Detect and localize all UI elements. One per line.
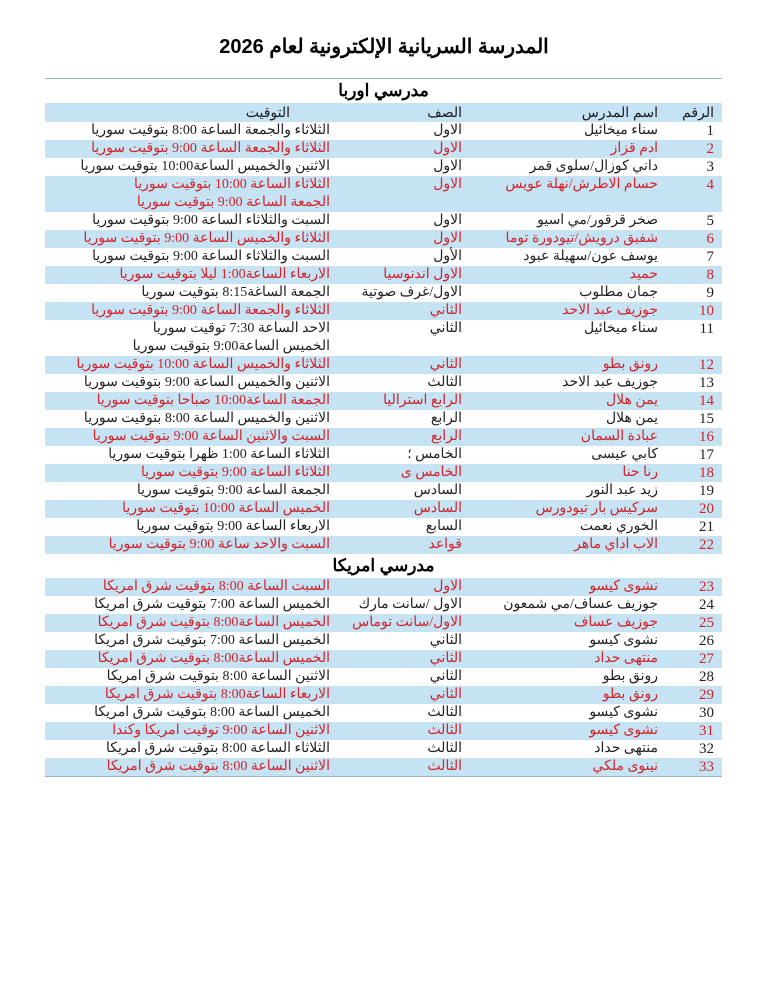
class-level: السادس	[413, 483, 462, 498]
section-america-rows	[45, 578, 722, 776]
schedule-time-line: الاربعاء الساعة 9:00 بتوقيت سوريا	[136, 519, 330, 534]
table-row	[45, 356, 722, 374]
teacher-name: شفيق درويش/تيودورة توما	[505, 231, 658, 246]
teacher-name: جوزيف عساف/مي شمعون	[503, 597, 658, 612]
class-level: الثاني	[429, 687, 462, 702]
teacher-name: نشوى كيسو	[589, 723, 658, 738]
schedule-time	[45, 668, 340, 686]
row-number: 8	[706, 267, 714, 283]
schedule-time-line: الاثنين الساعة 8:00 بتوقيت شرق امريكا	[106, 759, 330, 774]
class-level: الاول	[433, 141, 462, 156]
schedule-time	[45, 248, 340, 266]
table-row	[45, 446, 722, 464]
row-number: 23	[699, 579, 714, 595]
schedule-time-line: الجمعة الساعة10:00 صباحا بتوقيت سوريا	[96, 393, 330, 408]
table-row	[45, 266, 722, 284]
table-row	[45, 428, 722, 446]
class-level: قواعد	[428, 537, 462, 552]
schedule-time-line: الاربعاء الساعة1:00 ليلا بتوقيت سوريا	[119, 267, 330, 282]
row-number: 4	[706, 177, 714, 193]
schedule-time	[45, 614, 340, 632]
schedule-time	[45, 410, 340, 428]
schedule-time	[45, 302, 340, 320]
table-row	[45, 140, 722, 158]
schedule-time-line: الخميس الساعة 8:00 بتوقيت شرق امريكا	[94, 705, 330, 720]
teacher-name: نشوى كيسو	[589, 579, 658, 594]
class-level: الثالث	[427, 705, 462, 720]
class-level: الثالث	[427, 723, 462, 738]
row-number: 17	[699, 447, 714, 463]
table-row	[45, 578, 722, 596]
teacher-name: صخر قرقور/مي اسيو	[537, 213, 658, 228]
schedule-time-line: الثلاثاء والجمعة الساعة 9:00 بتوقيت سوريا	[91, 141, 330, 156]
table-row	[45, 158, 722, 176]
teacher-name: رونق بطو	[602, 669, 658, 684]
table-row	[45, 740, 722, 758]
table-row	[45, 320, 722, 356]
header-num: الرقم	[682, 104, 714, 120]
class-level: الاول/سانت توماس	[352, 615, 462, 630]
schedule-time	[45, 722, 340, 740]
table-row	[45, 668, 722, 686]
schedule-time	[45, 212, 340, 230]
table-row	[45, 464, 722, 482]
class-level: الثالث	[427, 759, 462, 774]
table-row	[45, 614, 722, 632]
teacher-name: جمان مطلوب	[579, 285, 658, 300]
schedule-time-line: الثلاثاء والجمعة الساعة 9:00 بتوقيت سوريا	[91, 303, 330, 318]
schedule-time-line: السبت والثلاثاء الساعة 9:00 بتوقيت سوريا	[92, 213, 330, 228]
table-row	[45, 500, 722, 518]
row-number: 28	[699, 669, 714, 685]
teacher-name: حسام الاطرش/نهلة عويس	[505, 177, 658, 192]
class-level: الاول /سانت مارك	[358, 597, 462, 612]
row-number: 13	[699, 375, 714, 391]
teacher-name: سناء ميخائيل	[583, 321, 658, 336]
table-row	[45, 758, 722, 776]
teacher-name: جوزيف عبد الاحد	[562, 303, 658, 318]
class-level: الاول	[433, 579, 462, 594]
teacher-name: سركيس بار تيودورس	[535, 501, 658, 516]
teacher-name: نشوى كيسو	[589, 705, 658, 720]
header-class: الصف	[427, 104, 462, 120]
class-level: الثاني	[429, 321, 462, 336]
class-level: الثاني	[429, 669, 462, 684]
row-number: 25	[699, 615, 714, 631]
schedule-time	[45, 158, 340, 176]
schedule-time-line: الثلاثاء الساعة 9:00 بتوقيت سوريا	[140, 465, 330, 480]
table-row	[45, 410, 722, 428]
table-row	[45, 284, 722, 302]
teacher-name: داني كوزال/سلوى قمر	[529, 159, 658, 174]
teacher-name: جوزيف عساف	[573, 615, 658, 630]
row-number: 32	[699, 741, 714, 757]
teacher-name: منتهى حداد	[594, 741, 658, 756]
schedule-time	[45, 578, 340, 596]
schedule-time-line: الثلاثاء والجمعة الساعة 8:00 بتوقيت سوريا	[91, 123, 330, 138]
table-row	[45, 632, 722, 650]
schedule-time-line: الجمعة الساغة8:15 بتوقيت سوريا	[141, 285, 330, 300]
section-europe-rows	[45, 122, 722, 554]
schedule-time	[45, 320, 340, 356]
header-time: التوقيت	[245, 104, 290, 120]
schedule-time-line: الثلاثاء الساعة 10:00 بتوقيت سوريا	[133, 177, 330, 192]
row-number: 11	[699, 321, 714, 337]
schedule-time	[45, 632, 340, 650]
class-level: الاول	[433, 159, 462, 174]
schedule-time-line: السبت والاثنين الساعة 9:00 بتوقيت سوريا	[92, 429, 330, 444]
schedule-time	[45, 446, 340, 464]
schedule-time	[45, 140, 340, 158]
row-number: 14	[699, 393, 714, 409]
schedule-time-line: الخميس الساعة 7:00 بتوقيت شرق امريكا	[94, 597, 330, 612]
class-level: الأول	[433, 249, 462, 264]
class-level: الثالث	[427, 375, 462, 390]
row-number: 16	[699, 429, 714, 445]
class-level: السادس	[413, 501, 462, 516]
schedule-time	[45, 758, 340, 776]
schedule-time-line: الخميس الساعة 7:00 بتوقيت شرق امريكا	[94, 633, 330, 648]
section-title-europe: مدرسي اوربا	[338, 81, 429, 100]
teacher-name: سناء ميخائيل	[583, 123, 658, 138]
schedule-time-line: الجمعة الساعة 9:00 بتوقيت سوريا	[136, 483, 330, 498]
teacher-name: يمن هلال	[605, 393, 658, 408]
class-level: الاول	[433, 213, 462, 228]
table-header	[45, 103, 722, 122]
row-number: 7	[706, 249, 714, 265]
teacher-name: رنا حنا	[622, 465, 658, 480]
schedule-time	[45, 740, 340, 758]
schedule-time	[45, 596, 340, 614]
table-row	[45, 176, 722, 212]
teacher-name: الخوري نعمت	[579, 519, 658, 534]
class-level: الاول	[433, 123, 462, 138]
class-level: الثاني	[429, 651, 462, 666]
schedule-time-line: الاحد الساعة 7:30 توقيت سوريا	[152, 321, 330, 336]
schedule-time	[45, 428, 340, 446]
schedule-time	[45, 500, 340, 518]
teacher-name: يوسف عون/سهيلة عبود	[523, 249, 658, 264]
class-level: الخامس ؛	[407, 447, 462, 462]
row-number: 12	[699, 357, 714, 373]
table-row	[45, 374, 722, 392]
schedule-time	[45, 704, 340, 722]
class-level: السابع	[425, 519, 462, 534]
table-row	[45, 518, 722, 536]
schedule-time	[45, 650, 340, 668]
teacher-name: جوزيف عبد الاحد	[562, 375, 658, 390]
row-number: 3	[706, 159, 714, 175]
table-row	[45, 650, 722, 668]
table-row	[45, 230, 722, 248]
section-title-america: مدرسي امريكا	[332, 556, 435, 575]
teacher-name: عبادة السمان	[580, 429, 658, 444]
class-level: الرابع	[430, 429, 462, 444]
row-number: 15	[699, 411, 714, 427]
row-number: 10	[699, 303, 714, 319]
table-row	[45, 302, 722, 320]
schedule-time-line: الخميس الساعة8:00 بتوقيت شرق امريكا	[97, 651, 330, 666]
schedule-time-line: الجمعة الساعة 9:00 بتوقيت سوريا	[136, 195, 330, 210]
row-number: 26	[699, 633, 714, 649]
table-row	[45, 536, 722, 554]
schedule-time-line: الثلاثاء والخميس الساعة 9:00 بتوقيت سوريا	[83, 231, 330, 246]
table-row	[45, 212, 722, 230]
teacher-name: رونق بطو	[602, 357, 658, 372]
row-number: 19	[699, 483, 714, 499]
schedule-time-line: السبت والاحد ساعة 9:00 بتوقيت سوريا	[108, 537, 330, 552]
schedule-time	[45, 374, 340, 392]
teacher-name: ادم قزاز	[610, 141, 658, 156]
teacher-name: حميد	[629, 267, 658, 282]
schedule-time-line: الخميس الساعة8:00 بتوقيت شرق امريكا	[97, 615, 330, 630]
schedule-time-line: السبت الساعة 8:00 بتوقيت شرق امريكا	[102, 579, 330, 594]
schedule-time-line: الاثنين والخميس الساعة10:00 بتوقيت سوريا	[80, 159, 330, 174]
bottom-divider	[45, 776, 722, 777]
row-number: 22	[699, 537, 714, 553]
table-row	[45, 248, 722, 266]
schedule-time-line: الثلاثاء الساعة 1:00 ظهرا بتوقيت سوريا	[108, 447, 330, 462]
teacher-name: منتهى حداد	[594, 651, 658, 666]
class-level: الاول	[433, 231, 462, 246]
schedule-time	[45, 284, 340, 302]
schedule-time	[45, 356, 340, 374]
row-number: 29	[699, 687, 714, 703]
schedule-time-line: الاربعاء الساعة8:00 بتوقيت شرق امريكا	[104, 687, 330, 702]
class-level: الاول اندنوسيا	[383, 267, 462, 282]
schedule-time-line: الثلاثاء الساعة 8:00 بتوقيت شرق امريكا	[106, 741, 330, 756]
row-number: 18	[699, 465, 714, 481]
table-row	[45, 596, 722, 614]
class-level: الرابع	[430, 411, 462, 426]
schedule-time	[45, 122, 340, 140]
row-number: 20	[699, 501, 714, 517]
class-level: الثاني	[429, 633, 462, 648]
row-number: 24	[699, 597, 714, 613]
teacher-name: الاب اداي ماهر	[574, 537, 658, 552]
class-level: الثاني	[429, 303, 462, 318]
document-title: المدرسة السريانية الإلكترونية لعام 2026	[219, 36, 549, 58]
schedule-time-line: الاثنين والخميس الساعة 9:00 بتوقيت سوريا	[83, 375, 330, 390]
schedule-time-line: الثلاثاء والخميس الساعة 10:00 بتوقيت سوريا	[76, 357, 330, 372]
row-number: 33	[699, 759, 714, 775]
row-number: 31	[699, 723, 714, 739]
schedule-time	[45, 464, 340, 482]
schedule-time-line: الخميس الساعة9:00 بتوقيت سوريا	[132, 339, 330, 354]
schedule-table	[45, 78, 722, 777]
table-row	[45, 482, 722, 500]
schedule-time	[45, 482, 340, 500]
schedule-time-line: السبت والثلاثاء الساعة 9:00 بتوقيت سوريا	[92, 249, 330, 264]
class-level: الثالث	[427, 741, 462, 756]
schedule-time-line: الاثنين الساعة 8:00 بتوقيت شرق امريكا	[106, 669, 330, 684]
schedule-time-line: الاثنين الساعة 9:00 توقيت امريكا وكندا	[112, 723, 330, 738]
schedule-time	[45, 686, 340, 704]
teacher-name: يمن هلال	[605, 411, 658, 426]
class-level: الاول/غرف صوتية	[361, 285, 462, 300]
class-level: الاول	[433, 177, 462, 192]
table-row	[45, 122, 722, 140]
header-name: اسم المدرس	[581, 104, 658, 120]
teacher-name: نينوى ملكي	[592, 759, 658, 774]
table-row	[45, 704, 722, 722]
class-level: الثاني	[429, 357, 462, 372]
schedule-time	[45, 176, 340, 212]
schedule-time	[45, 536, 340, 554]
table-row	[45, 686, 722, 704]
schedule-time-line: الاثنين والخميس الساعة 8:00 بتوقيت سوريا	[83, 411, 330, 426]
table-row	[45, 722, 722, 740]
schedule-time	[45, 518, 340, 536]
schedule-time-line: الخميس الساعة 10:00 بتوقيت سوريا	[122, 501, 330, 516]
schedule-time	[45, 230, 340, 248]
row-number: 1	[706, 123, 714, 139]
schedule-time	[45, 266, 340, 284]
teacher-name: زيد عبد النور	[586, 483, 658, 498]
table-row	[45, 392, 722, 410]
schedule-time	[45, 392, 340, 410]
row-number: 9	[706, 285, 714, 301]
teacher-name: رونق بطو	[602, 687, 658, 702]
class-level: الخامس ى	[400, 465, 462, 480]
row-number: 27	[699, 651, 714, 667]
row-number: 2	[706, 141, 714, 157]
teacher-name: نشوى كيسو	[589, 633, 658, 648]
teacher-name: كابي عيسى	[591, 447, 658, 462]
row-number: 5	[706, 213, 714, 229]
row-number: 21	[699, 519, 714, 535]
class-level: الرابع استراليا	[383, 393, 462, 408]
row-number: 30	[699, 705, 714, 721]
row-number: 6	[706, 231, 714, 247]
